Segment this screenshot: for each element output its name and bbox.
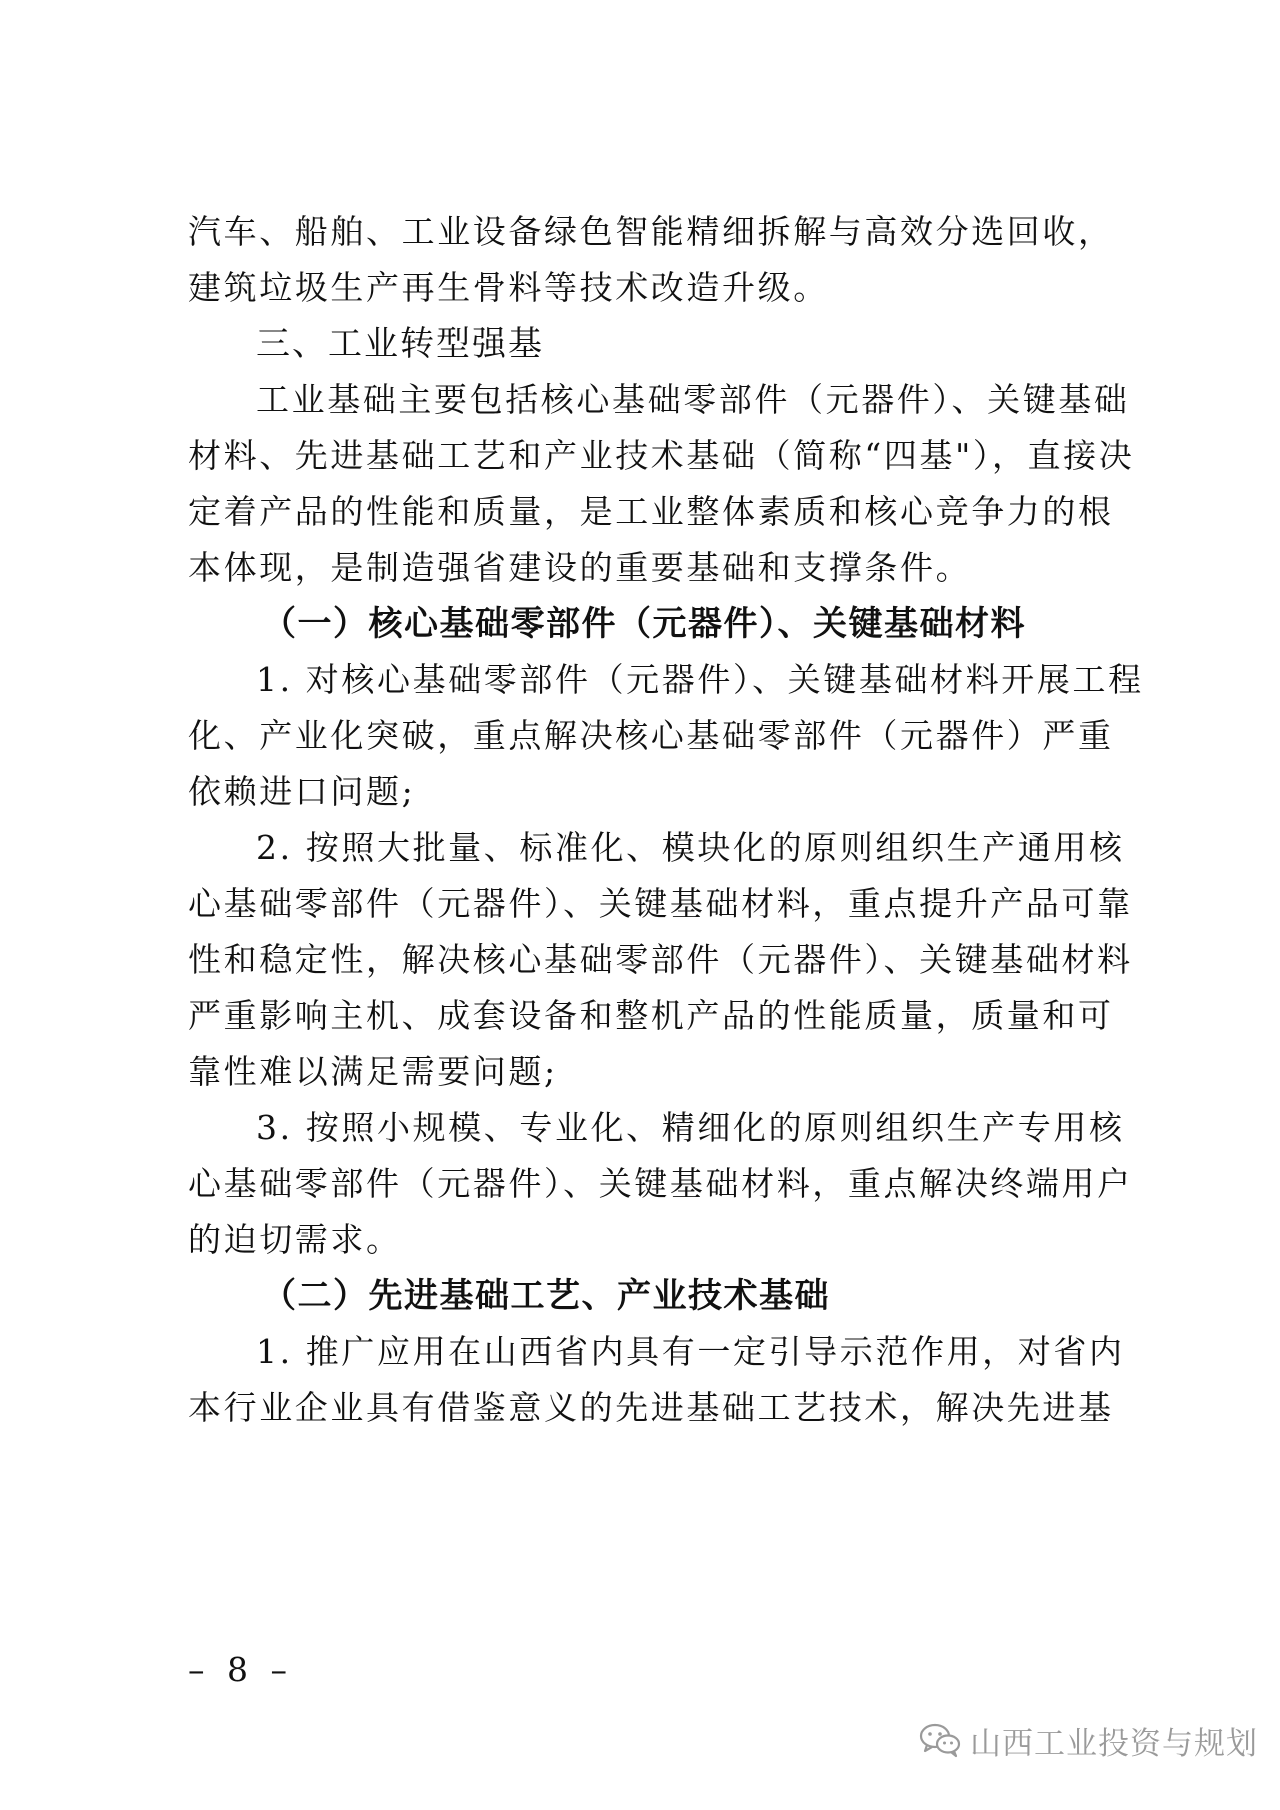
page-number: – 8 – (188, 1650, 293, 1689)
body-line: 汽车、船舶、工业设备绿色智能精细拆解与高效分选回收， (188, 212, 1114, 251)
paragraph-start: 1. 对核心基础零部件（元器件）、关键基础材料开展工程 (256, 660, 1144, 699)
watermark-text: 山西工业投资与规划 (970, 1725, 1258, 1762)
body-line: 心基础零部件（元器件）、关键基础材料，重点解决终端用户 (188, 1164, 1133, 1203)
body-line: 依赖进口问题; (188, 772, 416, 811)
subsection-heading: （一）核心基础零部件（元器件）、关键基础材料 (262, 604, 1026, 644)
paragraph-start: 1. 推广应用在山西省内具有一定引导示范作用，对省内 (256, 1332, 1125, 1371)
paragraph-start: 3. 按照小规模、专业化、精细化的原则组织生产专用核 (256, 1108, 1125, 1147)
body-line: 定着产品的性能和质量，是工业整体素质和核心竞争力的根 (188, 492, 1114, 531)
body-line: 性和稳定性，解决核心基础零部件（元器件）、关键基础材料 (188, 940, 1133, 979)
body-line: 建筑垃圾生产再生骨料等技术改造升级。 (188, 268, 829, 307)
wechat-icon (918, 1722, 962, 1758)
paragraph-start: 工业基础主要包括核心基础零部件（元器件）、关键基础 (256, 380, 1130, 419)
body-line: 靠性难以满足需要问题; (188, 1052, 558, 1091)
body-line: 心基础零部件（元器件）、关键基础材料，重点提升产品可靠 (188, 884, 1133, 923)
body-line: 化、产业化突破，重点解决核心基础零部件（元器件）严重 (188, 716, 1114, 755)
watermark (918, 1718, 1258, 1762)
body-line: 本体现，是制造强省建设的重要基础和支撑条件。 (188, 548, 972, 587)
section-heading: 三、工业转型强基 (256, 324, 544, 364)
body-line: 本行业企业具有借鉴意义的先进基础工艺技术，解决先进基 (188, 1388, 1114, 1427)
subsection-heading: （二）先进基础工艺、产业技术基础 (262, 1276, 830, 1316)
body-line: 的迫切需求。 (188, 1220, 402, 1259)
paragraph-start: 2. 按照大批量、标准化、模块化的原则组织生产通用核 (256, 828, 1125, 867)
body-line: 材料、先进基础工艺和产业技术基础（简称“四基"），直接决 (188, 436, 1135, 475)
body-line: 严重影响主机、成套设备和整机产品的性能质量，质量和可 (188, 996, 1114, 1035)
